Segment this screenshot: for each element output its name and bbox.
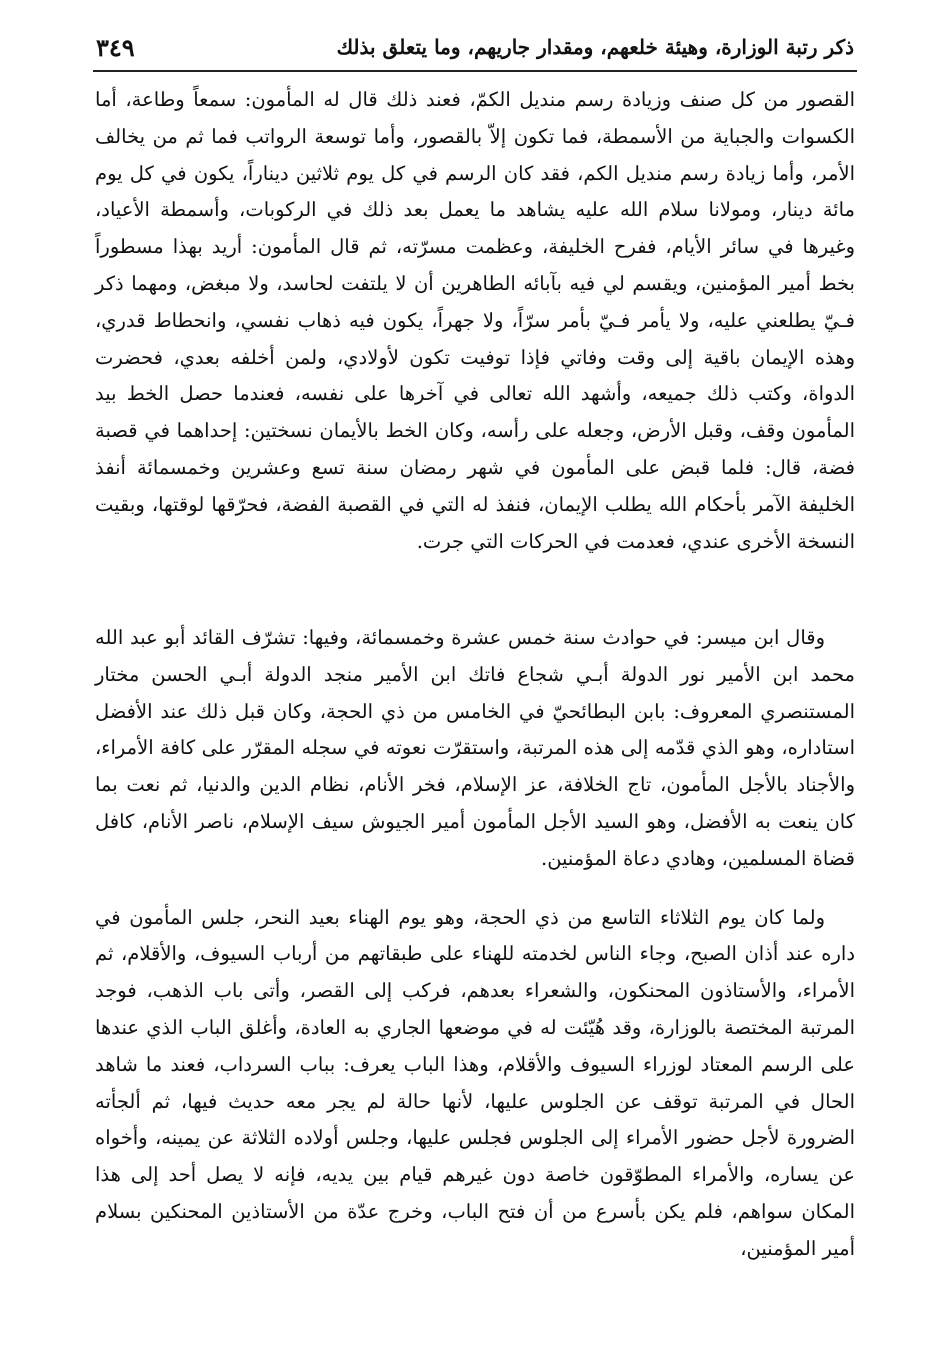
page-number: ٣٤٩ xyxy=(96,32,135,62)
paragraph: ولما كان يوم الثلاثاء التاسع من ذي الحجة، وهو يوم الهناء بعيد النحر، جلس المأمون في داره عند أذان الصبح، وجاء الناس لخدمته للهناء على طبقاتهم من أرباب السيوف، والأقلام، ثم الأمراء، والأستاذون المحنكون، والشعراء بعدهم، فركب إلى القصر، وأتى باب الذهب، فوجد المرتبة المختصة بالوزارة، وقد هُيّئت له في موضعها الجاري به العادة، وأغلق الباب الذي عندها على الرسم المعتاد لوزراء السيوف والأقلام، وهذا الباب يعرف: بباب السرداب، فعند ما شاهد الحال في المرتبة توقف عن الجلوس عليها، لأنها حالة لم يجر معه حديث فيها، ثم ألجأته الضرورة لأجل حضور الأمراء إلى الجلوس فجلس عليها، وجلس أولاده الثلاثة عن يمينه، وأخواه عن يساره، والأمراء المطوّقون خاصة دون غيرهم قيام بين يديه، فإنه لا يصل أحد إلى هذا المكان سواهم، فلم يكن بأسرع من أن فتح الباب، وخرج عدّة من الأستاذين المحنكين بسلام أمير المؤمنين، xyxy=(95,905,855,1260)
running-title: ذكر رتبة الوزارة، وهيئة خلعهم، ومقدار جاريهم، وما يتعلق بذلك xyxy=(336,35,854,59)
header-rule xyxy=(93,70,857,72)
paragraph: القصور من كل صنف وزيادة رسم منديل الكمّ، فعند ذلك قال له المأمون: سمعاً وطاعة، أما الكسوات والجباية من الأسمطة، فما تكون إلاّ بالقصور، وأما توسعة الرواتب فما ثم من يخالف الأمر، وأما زيادة رسم منديل الكم، فقد كان الرسم في كل يوم ثلاثين ديناراً، يكون في كل يوم مائة دينار، ومولانا سلام الله عليه يشاهد ما يعمل بعد ذلك في الركوبات، وأسمطة الأعياد، وغيرها في سائر الأيام، ففرح الخليفة، وعظمت مسرّته، ثم قال المأمون: أريد بهذا مسطوراً بخط أمير المؤمنين، ويقسم لي فيه بآبائه الطاهرين أن لا يلتفت لحاسد، ولا مبغض، ومهما ذكر فـيّ يطلعني عليه، ولا يأمر فـيّ بأمر سرّاً، ولا جهراً، يكون فيه ذهاب نفسي، وانحطاط قدري، وهذه الإيمان باقية إلى وقت وفاتي فإذا توفيت تكون لأولادي، ولمن أخلفه بعدي، فحضرت الدواة، وكتب ذلك جميعه، وأشهد الله تعالى في آخرها على نفسه، فعندما حصل الخط بيد المأمون وقف، وقبل الأرض، وجعله على رأسه، وكان الخط بالأيمان نسختين: إحداهما في قصبة فضة، قال: فلما قبض على المأمون في شهر رمضان سنة تسع وعشرين وخمسمائة أنفذ الخليفة الآمر بأحكام الله يطلب الإيمان، فنفذ له التي في القصبة الفضة، فحرّقها لوقتها، وبقيت النسخة الأخرى عندي، فعدمت في الحركات التي جرت. xyxy=(95,88,855,553)
page-header xyxy=(96,30,854,64)
paragraph: وقال ابن ميسر: في حوادث سنة خمس عشرة وخمسمائة، وفيها: تشرّف القائد أبو عبد الله محمد ابن الأمير نور الدولة أبـي شجاع فاتك ابن الأمير منجد الدولة أبـي الحسن مختار المستنصري المعروف: بابن البطائحيّ في الخامس من ذي الحجة، وكان قبل ذلك عند الأفضل استاداره، وهو الذي قدّمه إلى هذه المرتبة، واستقرّت نعوته في سجله المقرّر على كافة الأمراء، والأجناد بالأجل المأمون، تاج الخلافة، عز الإسلام، فخر الأنام، نظام الدين والدنيا، ثم نعت بما كان ينعت به الأفضل، وهو السيد الأجل المأمون أمير الجيوش سيف الإسلام، ناصر الأنام، كافل قضاة المسلمين، وهادي دعاة المؤمنين. xyxy=(95,626,855,870)
page-body xyxy=(95,82,855,1268)
